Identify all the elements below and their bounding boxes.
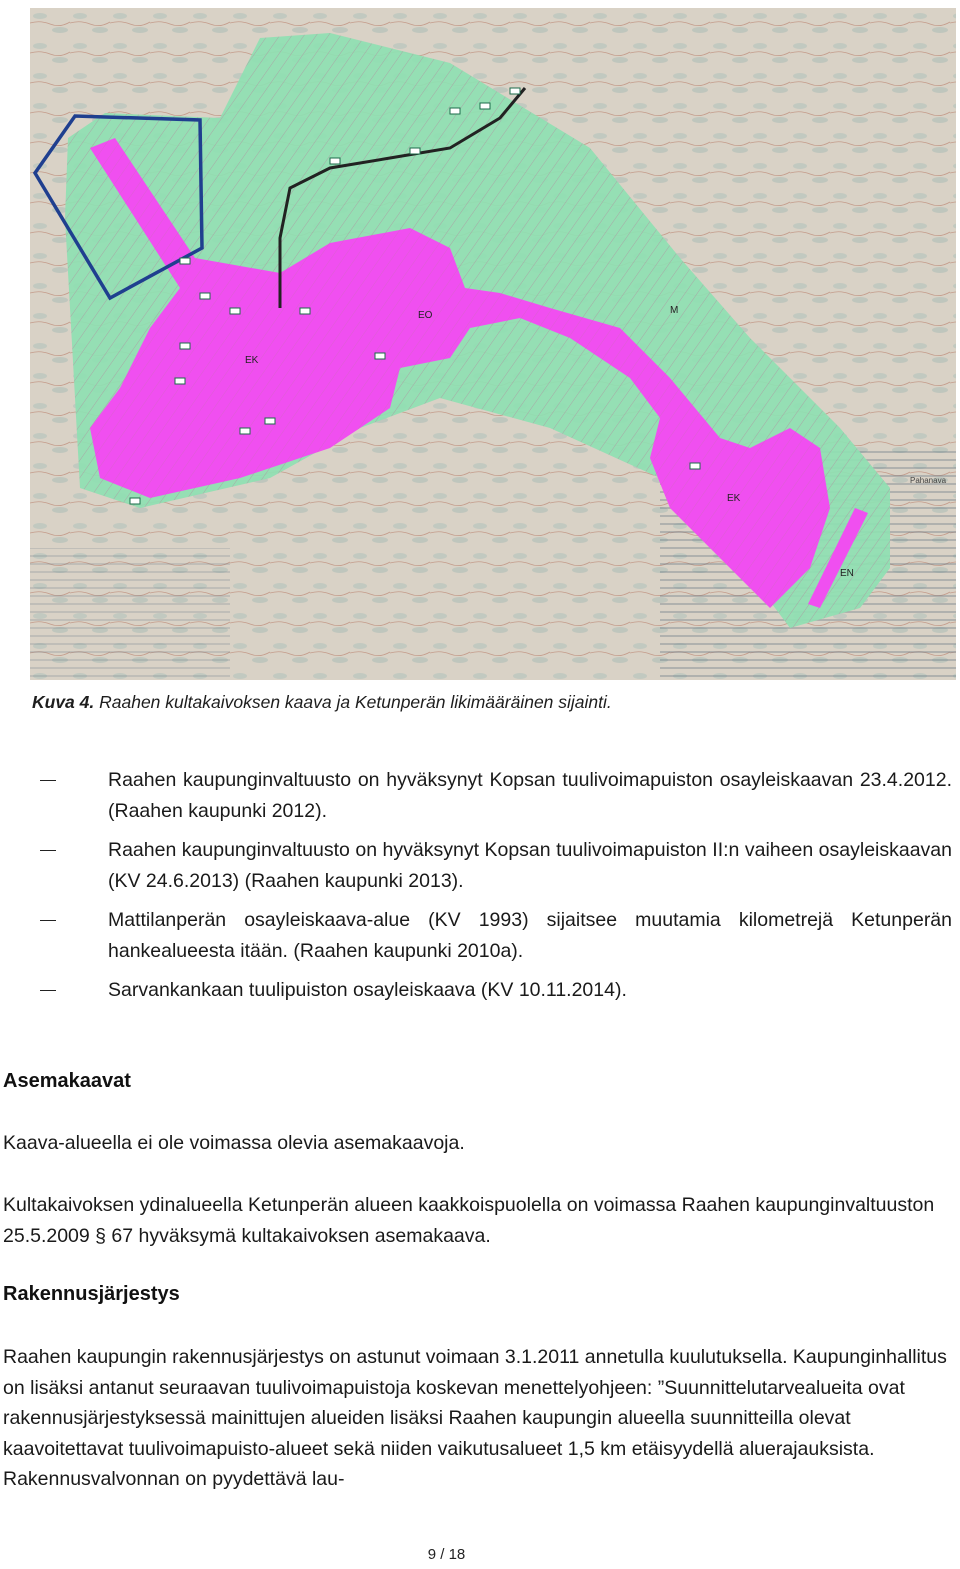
map-label-ek: EK [245,355,259,366]
heading-asemakaavat: Asemakaavat [3,1070,131,1092]
map-label-pahanava: Pahanava [910,476,947,485]
map-label-m: M [670,305,679,316]
plan-list [40,765,952,1014]
map-label-en: EN [840,568,854,579]
list-item: Raahen kaupunginvaltuusto on hyväksynyt Kopsan tuulivoimapuiston osayleiskaavan 23.4.2012. (Raahen kaupunki 2012). [40,765,952,827]
heading-rakennusjarjestys: Rakennusjärjestys [3,1283,180,1305]
paragraph-asemakaavat-1: Kaava-alueella ei ole voimassa olevia asemakaavoja. [3,1132,465,1154]
list-item: Sarvankankaan tuulipuiston osayleiskaava (KV 10.11.2014). [40,975,952,1006]
hatched-field-area-west [30,548,230,680]
caption-label: Kuva 4. [32,692,95,712]
dash-bullet [40,920,56,921]
paragraph-rakennusjarjestys: Raahen kaupungin rakennusjärjestys on astunut voimaan 3.1.2011 annetulla kuulutuksella. Kaupunginhallitus on lisäksi antanut seuraavan tuulivoimapuistoja koskevan menettelyohjeen: ”Suunnittelutarvealueita ovat rakennusjärjestyksessä mainittujen alueiden lisäksi Raahen kaupungin alueella suunnitteilla olevat kaavoitettavat tuulivoimapuisto-alueet sekä niiden vaikutusalueet 1,5 km etäisyydellä aluerajauksista. Rakennusvalvonnan on pyydettävä lau- [3,1346,947,1490]
map-label-eo: EO [418,310,433,321]
map-label-ek-2: EK [727,493,741,504]
plan-map [30,8,956,680]
plan-map-image [30,8,956,680]
dash-bullet [40,990,56,991]
page-number: 9 / 18 [427,1546,466,1563]
figure-caption [32,692,612,713]
list-item: Mattilanperän osayleiskaava-alue (KV 1993) sijaitsee muutamia kilometrejä Ketunperän hankealueesta itään. (Raahen kaupunki 2010a). [40,905,952,967]
list-item: Raahen kaupunginvaltuusto on hyväksynyt Kopsan tuulivoimapuiston II:n vaiheen osayleiskaavan (KV 24.6.2013) (Raahen kaupunki 2013). [40,835,952,897]
paragraph-asemakaavat-2: Kultakaivoksen ydinalueella Ketunperän alueen kaakkoispuolella on voimassa Raahen kaupunginvaltuuston 25.5.2009 § 67 hyväksymä kultakaivoksen asemakaava. [3,1194,935,1247]
dash-bullet [40,780,56,781]
dash-bullet [40,850,56,851]
caption-text: Raahen kultakaivoksen kaava ja Ketunperän likimääräinen sijainti. [94,692,612,712]
